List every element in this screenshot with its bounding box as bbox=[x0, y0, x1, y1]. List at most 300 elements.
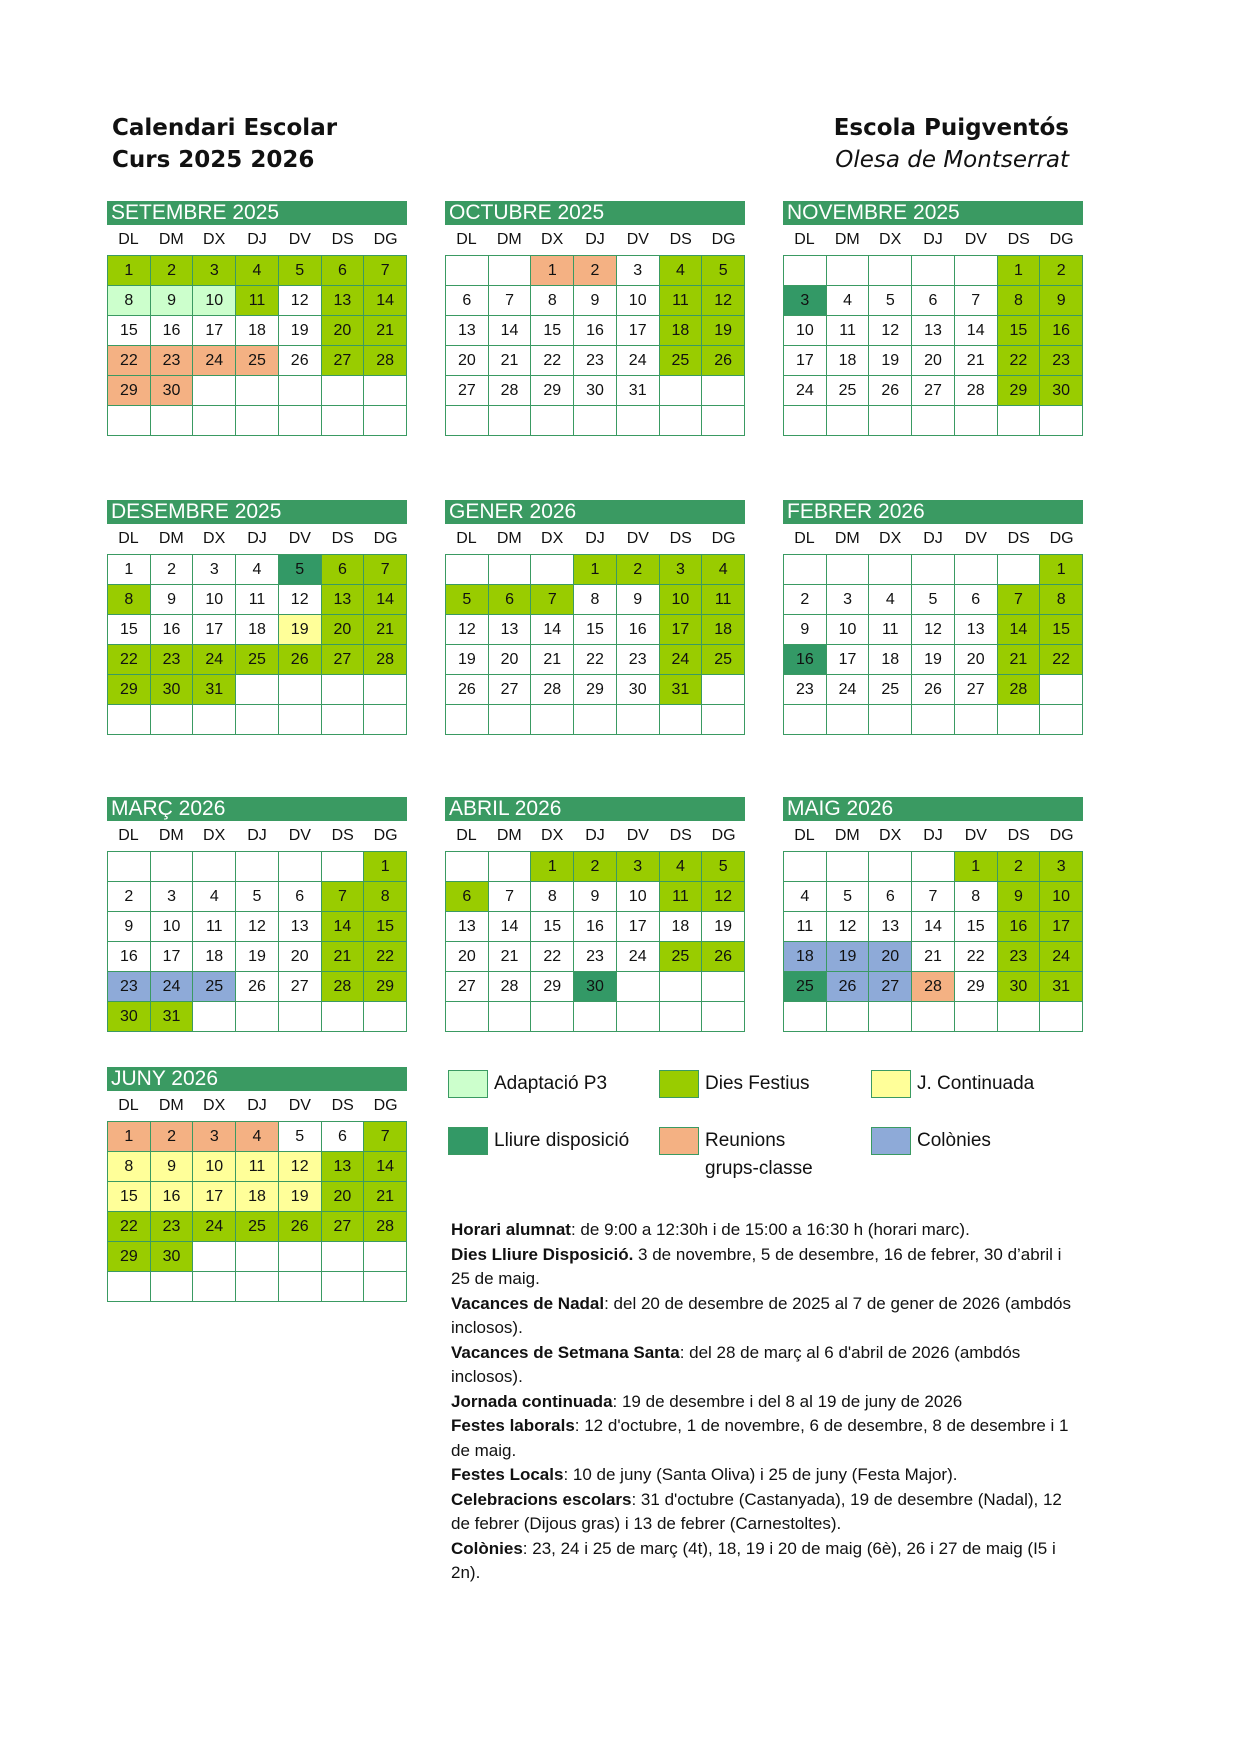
legend-label: Reunions grups-classe bbox=[705, 1130, 813, 1179]
day-cell: 21 bbox=[322, 942, 365, 972]
month-grid bbox=[783, 851, 1083, 1032]
weekday-label: DM bbox=[834, 231, 860, 248]
empty-cell bbox=[702, 972, 745, 1002]
empty-cell bbox=[784, 1002, 827, 1032]
note-line bbox=[451, 1292, 1081, 1341]
month-grid bbox=[783, 255, 1083, 436]
day-cell: 3 bbox=[617, 256, 660, 286]
day-cell: 9 bbox=[784, 615, 827, 645]
weekday-label: DV bbox=[964, 231, 987, 248]
day-cell: 9 bbox=[574, 286, 617, 316]
empty-cell bbox=[869, 406, 912, 436]
weekday-label: DM bbox=[834, 827, 860, 844]
day-cell: 25 bbox=[193, 972, 236, 1002]
empty-cell bbox=[489, 705, 532, 735]
month-calendar bbox=[107, 201, 407, 436]
day-cell: 16 bbox=[784, 645, 827, 675]
day-cell: 2 bbox=[574, 256, 617, 286]
day-cell: 28 bbox=[955, 376, 998, 406]
weekday-label: DL bbox=[456, 827, 477, 844]
month-title: GENER 2026 bbox=[445, 500, 745, 524]
month-grid bbox=[107, 1121, 407, 1302]
day-cell: 1 bbox=[1040, 555, 1083, 585]
weekday-label: DL bbox=[794, 530, 815, 547]
day-cell: 5 bbox=[236, 882, 279, 912]
day-cell: 19 bbox=[236, 942, 279, 972]
note-line bbox=[451, 1488, 1081, 1537]
empty-cell bbox=[660, 972, 703, 1002]
empty-cell bbox=[279, 675, 322, 705]
day-cell: 28 bbox=[322, 972, 365, 1002]
month-title: DESEMBRE 2025 bbox=[107, 500, 407, 524]
day-cell: 6 bbox=[322, 555, 365, 585]
day-cell: 18 bbox=[193, 942, 236, 972]
note-line bbox=[451, 1390, 1081, 1415]
weekday-header bbox=[783, 225, 1083, 255]
day-cell: 3 bbox=[1040, 852, 1083, 882]
empty-cell bbox=[322, 376, 365, 406]
weekday-label: DV bbox=[964, 827, 987, 844]
empty-cell bbox=[489, 1002, 532, 1032]
day-cell: 5 bbox=[279, 555, 322, 585]
day-cell: 6 bbox=[322, 1122, 365, 1152]
empty-cell bbox=[955, 705, 998, 735]
weekday-label: DX bbox=[879, 530, 902, 547]
day-cell: 6 bbox=[446, 286, 489, 316]
day-cell: 7 bbox=[322, 882, 365, 912]
empty-cell bbox=[364, 406, 407, 436]
empty-cell bbox=[1040, 705, 1083, 735]
weekday-label: DM bbox=[496, 827, 522, 844]
day-cell: 13 bbox=[322, 585, 365, 615]
month-calendar bbox=[107, 797, 407, 1032]
day-cell: 12 bbox=[827, 912, 870, 942]
day-cell: 25 bbox=[827, 376, 870, 406]
day-cell: 3 bbox=[617, 852, 660, 882]
day-cell: 3 bbox=[784, 286, 827, 316]
day-cell: 15 bbox=[1040, 615, 1083, 645]
day-cell: 19 bbox=[702, 316, 745, 346]
empty-cell bbox=[193, 1002, 236, 1032]
day-cell: 5 bbox=[702, 852, 745, 882]
day-cell: 14 bbox=[364, 585, 407, 615]
day-cell: 17 bbox=[784, 346, 827, 376]
day-cell: 11 bbox=[193, 912, 236, 942]
empty-cell bbox=[1040, 1002, 1083, 1032]
day-cell: 20 bbox=[279, 942, 322, 972]
empty-cell bbox=[279, 1002, 322, 1032]
day-cell: 29 bbox=[108, 675, 151, 705]
empty-cell bbox=[193, 1242, 236, 1272]
day-cell: 7 bbox=[364, 555, 407, 585]
day-cell: 26 bbox=[702, 942, 745, 972]
weekday-label: DJ bbox=[923, 231, 943, 248]
weekday-label: DJ bbox=[247, 530, 267, 547]
day-cell: 11 bbox=[869, 615, 912, 645]
day-cell: 1 bbox=[108, 555, 151, 585]
weekday-label: DM bbox=[158, 231, 184, 248]
day-cell: 9 bbox=[617, 585, 660, 615]
weekday-label: DG bbox=[373, 231, 398, 248]
day-cell: 27 bbox=[446, 376, 489, 406]
empty-cell bbox=[784, 852, 827, 882]
weekday-label: DM bbox=[496, 530, 522, 547]
day-cell: 21 bbox=[364, 615, 407, 645]
empty-cell bbox=[827, 852, 870, 882]
day-cell: 30 bbox=[151, 1242, 194, 1272]
day-cell: 24 bbox=[827, 675, 870, 705]
weekday-label: DM bbox=[158, 827, 184, 844]
empty-cell bbox=[617, 406, 660, 436]
empty-cell bbox=[151, 1272, 194, 1302]
day-cell: 26 bbox=[702, 346, 745, 376]
day-cell: 23 bbox=[617, 645, 660, 675]
empty-cell bbox=[446, 256, 489, 286]
school-block bbox=[834, 112, 1069, 176]
calendar-title-block bbox=[112, 112, 337, 176]
day-cell: 4 bbox=[193, 882, 236, 912]
weekday-label: DL bbox=[456, 231, 477, 248]
day-cell: 9 bbox=[151, 585, 194, 615]
day-cell: 29 bbox=[955, 972, 998, 1002]
day-cell: 3 bbox=[193, 256, 236, 286]
day-cell: 31 bbox=[1040, 972, 1083, 1002]
note-heading: Festes laborals bbox=[451, 1416, 575, 1435]
empty-cell bbox=[912, 406, 955, 436]
day-cell: 9 bbox=[151, 286, 194, 316]
day-cell: 2 bbox=[574, 852, 617, 882]
day-cell: 31 bbox=[151, 1002, 194, 1032]
day-cell: 16 bbox=[151, 615, 194, 645]
empty-cell bbox=[574, 406, 617, 436]
empty-cell bbox=[364, 675, 407, 705]
note-line bbox=[451, 1341, 1081, 1390]
weekday-label: DG bbox=[373, 530, 398, 547]
day-cell: 6 bbox=[322, 256, 365, 286]
weekday-label: DL bbox=[794, 827, 815, 844]
note-heading: Vacances de Nadal bbox=[451, 1293, 605, 1313]
day-cell: 5 bbox=[702, 256, 745, 286]
day-cell: 19 bbox=[869, 346, 912, 376]
weekday-label: DG bbox=[711, 530, 736, 547]
empty-cell bbox=[151, 852, 194, 882]
day-cell: 14 bbox=[998, 615, 1041, 645]
empty-cell bbox=[998, 555, 1041, 585]
empty-cell bbox=[279, 705, 322, 735]
day-cell: 26 bbox=[446, 675, 489, 705]
empty-cell bbox=[322, 406, 365, 436]
empty-cell bbox=[869, 1002, 912, 1032]
day-cell: 30 bbox=[574, 376, 617, 406]
day-cell: 15 bbox=[108, 615, 151, 645]
legend-label: Adaptació P3 bbox=[494, 1073, 608, 1094]
legend-swatch-reun bbox=[659, 1127, 699, 1155]
day-cell: 23 bbox=[1040, 346, 1083, 376]
month-calendar bbox=[107, 500, 407, 735]
day-cell: 4 bbox=[236, 1122, 279, 1152]
day-cell: 20 bbox=[322, 615, 365, 645]
month-grid bbox=[445, 554, 745, 735]
note-line bbox=[451, 1414, 1081, 1463]
day-cell: 25 bbox=[784, 972, 827, 1002]
weekday-header bbox=[445, 524, 745, 554]
weekday-label: DG bbox=[1049, 231, 1074, 248]
empty-cell bbox=[998, 705, 1041, 735]
day-cell: 22 bbox=[108, 346, 151, 376]
note-heading: Colònies bbox=[451, 1538, 523, 1558]
day-cell: 2 bbox=[151, 555, 194, 585]
empty-cell bbox=[827, 406, 870, 436]
day-cell: 24 bbox=[617, 346, 660, 376]
day-cell: 23 bbox=[151, 346, 194, 376]
month-grid bbox=[107, 851, 407, 1032]
empty-cell bbox=[193, 1272, 236, 1302]
weekday-label: DL bbox=[118, 231, 139, 248]
day-cell: 15 bbox=[108, 316, 151, 346]
day-cell: 25 bbox=[660, 346, 703, 376]
empty-cell bbox=[617, 1002, 660, 1032]
day-cell: 3 bbox=[193, 1122, 236, 1152]
day-cell: 30 bbox=[108, 1002, 151, 1032]
day-cell: 10 bbox=[1040, 882, 1083, 912]
weekday-label: DX bbox=[879, 231, 902, 248]
day-cell: 7 bbox=[489, 882, 532, 912]
day-cell: 19 bbox=[279, 615, 322, 645]
empty-cell bbox=[869, 852, 912, 882]
empty-cell bbox=[489, 852, 532, 882]
day-cell: 19 bbox=[702, 912, 745, 942]
weekday-label: DX bbox=[541, 530, 564, 547]
weekday-label: DL bbox=[118, 530, 139, 547]
day-cell: 7 bbox=[955, 286, 998, 316]
weekday-header bbox=[783, 524, 1083, 554]
day-cell: 18 bbox=[236, 1182, 279, 1212]
legend bbox=[448, 1070, 1088, 1190]
legend-label: Colònies bbox=[917, 1130, 991, 1151]
day-cell: 29 bbox=[531, 376, 574, 406]
empty-cell bbox=[279, 406, 322, 436]
day-cell: 15 bbox=[998, 316, 1041, 346]
day-cell: 7 bbox=[364, 256, 407, 286]
day-cell: 21 bbox=[489, 346, 532, 376]
day-cell: 8 bbox=[1040, 585, 1083, 615]
weekday-label: DX bbox=[203, 1097, 226, 1114]
empty-cell bbox=[236, 376, 279, 406]
day-cell: 2 bbox=[151, 256, 194, 286]
empty-cell bbox=[784, 256, 827, 286]
day-cell: 26 bbox=[869, 376, 912, 406]
day-cell: 24 bbox=[193, 1212, 236, 1242]
day-cell: 8 bbox=[531, 286, 574, 316]
day-cell: 27 bbox=[322, 346, 365, 376]
day-cell: 14 bbox=[955, 316, 998, 346]
month-title: MAIG 2026 bbox=[783, 797, 1083, 821]
empty-cell bbox=[236, 675, 279, 705]
day-cell: 27 bbox=[279, 972, 322, 1002]
day-cell: 18 bbox=[702, 615, 745, 645]
empty-cell bbox=[702, 675, 745, 705]
weekday-label: DG bbox=[373, 1097, 398, 1114]
day-cell: 25 bbox=[660, 942, 703, 972]
empty-cell bbox=[279, 1242, 322, 1272]
weekday-label: DS bbox=[331, 1097, 354, 1114]
month-calendar bbox=[107, 1067, 407, 1302]
day-cell: 31 bbox=[193, 675, 236, 705]
legend-swatch-lliure bbox=[448, 1127, 488, 1155]
day-cell: 14 bbox=[489, 912, 532, 942]
day-cell: 13 bbox=[912, 316, 955, 346]
empty-cell bbox=[912, 852, 955, 882]
empty-cell bbox=[1040, 406, 1083, 436]
day-cell: 10 bbox=[827, 615, 870, 645]
empty-cell bbox=[660, 376, 703, 406]
empty-cell bbox=[955, 256, 998, 286]
note-line bbox=[451, 1463, 1081, 1488]
day-cell: 29 bbox=[998, 376, 1041, 406]
day-cell: 15 bbox=[108, 1182, 151, 1212]
day-cell: 14 bbox=[322, 912, 365, 942]
month-calendar bbox=[445, 201, 745, 436]
day-cell: 10 bbox=[617, 882, 660, 912]
note-heading: Jornada continuada bbox=[451, 1391, 613, 1411]
day-cell: 11 bbox=[236, 286, 279, 316]
empty-cell bbox=[279, 376, 322, 406]
day-cell: 23 bbox=[574, 346, 617, 376]
day-cell: 8 bbox=[108, 585, 151, 615]
day-cell: 4 bbox=[784, 882, 827, 912]
day-cell: 17 bbox=[193, 615, 236, 645]
day-cell: 4 bbox=[660, 256, 703, 286]
weekday-label: DS bbox=[331, 530, 354, 547]
day-cell: 7 bbox=[912, 882, 955, 912]
legend-label: Lliure disposició bbox=[494, 1130, 630, 1151]
legend-item-festiu bbox=[659, 1070, 810, 1098]
day-cell: 17 bbox=[193, 1182, 236, 1212]
day-cell: 2 bbox=[998, 852, 1041, 882]
day-cell: 24 bbox=[617, 942, 660, 972]
weekday-header bbox=[107, 524, 407, 554]
note-heading: Celebracions escolars bbox=[451, 1489, 632, 1509]
weekday-label: DS bbox=[669, 231, 692, 248]
day-cell: 17 bbox=[827, 645, 870, 675]
month-title: OCTUBRE 2025 bbox=[445, 201, 745, 225]
weekday-label: DJ bbox=[923, 827, 943, 844]
day-cell: 28 bbox=[531, 675, 574, 705]
empty-cell bbox=[108, 705, 151, 735]
day-cell: 19 bbox=[279, 1182, 322, 1212]
day-cell: 19 bbox=[279, 316, 322, 346]
day-cell: 10 bbox=[617, 286, 660, 316]
day-cell: 17 bbox=[151, 942, 194, 972]
day-cell: 14 bbox=[489, 316, 532, 346]
weekday-label: DX bbox=[879, 827, 902, 844]
day-cell: 20 bbox=[869, 942, 912, 972]
day-cell: 28 bbox=[364, 346, 407, 376]
day-cell: 16 bbox=[998, 912, 1041, 942]
day-cell: 28 bbox=[489, 376, 532, 406]
note-line bbox=[451, 1218, 1081, 1243]
day-cell: 23 bbox=[108, 972, 151, 1002]
day-cell: 30 bbox=[574, 972, 617, 1002]
day-cell: 22 bbox=[1040, 645, 1083, 675]
empty-cell bbox=[108, 852, 151, 882]
legend-swatch-festiu bbox=[659, 1070, 699, 1098]
day-cell: 2 bbox=[784, 585, 827, 615]
notes-block bbox=[451, 1218, 1081, 1586]
weekday-label: DJ bbox=[247, 827, 267, 844]
day-cell: 5 bbox=[279, 1122, 322, 1152]
empty-cell bbox=[446, 555, 489, 585]
empty-cell bbox=[702, 1002, 745, 1032]
legend-item-adapt bbox=[448, 1070, 607, 1098]
day-cell: 6 bbox=[446, 882, 489, 912]
day-cell: 4 bbox=[236, 555, 279, 585]
day-cell: 14 bbox=[912, 912, 955, 942]
day-cell: 26 bbox=[827, 972, 870, 1002]
day-cell: 28 bbox=[912, 972, 955, 1002]
legend-item-reun bbox=[659, 1127, 825, 1183]
empty-cell bbox=[193, 852, 236, 882]
empty-cell bbox=[574, 705, 617, 735]
day-cell: 11 bbox=[827, 316, 870, 346]
day-cell: 28 bbox=[998, 675, 1041, 705]
weekday-label: DJ bbox=[585, 827, 605, 844]
empty-cell bbox=[912, 705, 955, 735]
day-cell: 22 bbox=[108, 1212, 151, 1242]
day-cell: 24 bbox=[193, 645, 236, 675]
weekday-label: DJ bbox=[247, 1097, 267, 1114]
empty-cell bbox=[151, 705, 194, 735]
empty-cell bbox=[998, 1002, 1041, 1032]
day-cell: 3 bbox=[151, 882, 194, 912]
empty-cell bbox=[912, 555, 955, 585]
empty-cell bbox=[955, 406, 998, 436]
empty-cell bbox=[531, 705, 574, 735]
day-cell: 20 bbox=[489, 645, 532, 675]
weekday-header bbox=[107, 821, 407, 851]
empty-cell bbox=[702, 376, 745, 406]
day-cell: 21 bbox=[364, 1182, 407, 1212]
day-cell: 26 bbox=[279, 346, 322, 376]
weekday-header bbox=[445, 225, 745, 255]
weekday-label: DM bbox=[158, 1097, 184, 1114]
empty-cell bbox=[489, 406, 532, 436]
empty-cell bbox=[702, 406, 745, 436]
empty-cell bbox=[236, 1002, 279, 1032]
day-cell: 25 bbox=[236, 346, 279, 376]
day-cell: 4 bbox=[660, 852, 703, 882]
day-cell: 1 bbox=[108, 1122, 151, 1152]
day-cell: 3 bbox=[827, 585, 870, 615]
note-text: : del 20 de desembre de 2025 al 7 de gener de 2026 (ambdós inclosos). bbox=[451, 1293, 1071, 1337]
day-cell: 10 bbox=[193, 585, 236, 615]
day-cell: 11 bbox=[660, 882, 703, 912]
weekday-label: DV bbox=[626, 530, 649, 547]
empty-cell bbox=[322, 705, 365, 735]
day-cell: 8 bbox=[108, 1152, 151, 1182]
empty-cell bbox=[660, 705, 703, 735]
school-town: Olesa de Montserrat bbox=[835, 147, 1069, 173]
empty-cell bbox=[446, 852, 489, 882]
month-calendar bbox=[445, 500, 745, 735]
day-cell: 22 bbox=[108, 645, 151, 675]
day-cell: 11 bbox=[236, 585, 279, 615]
note-line bbox=[451, 1243, 1081, 1292]
weekday-header bbox=[783, 821, 1083, 851]
weekday-label: DS bbox=[1007, 231, 1030, 248]
empty-cell bbox=[869, 705, 912, 735]
weekday-label: DX bbox=[203, 827, 226, 844]
